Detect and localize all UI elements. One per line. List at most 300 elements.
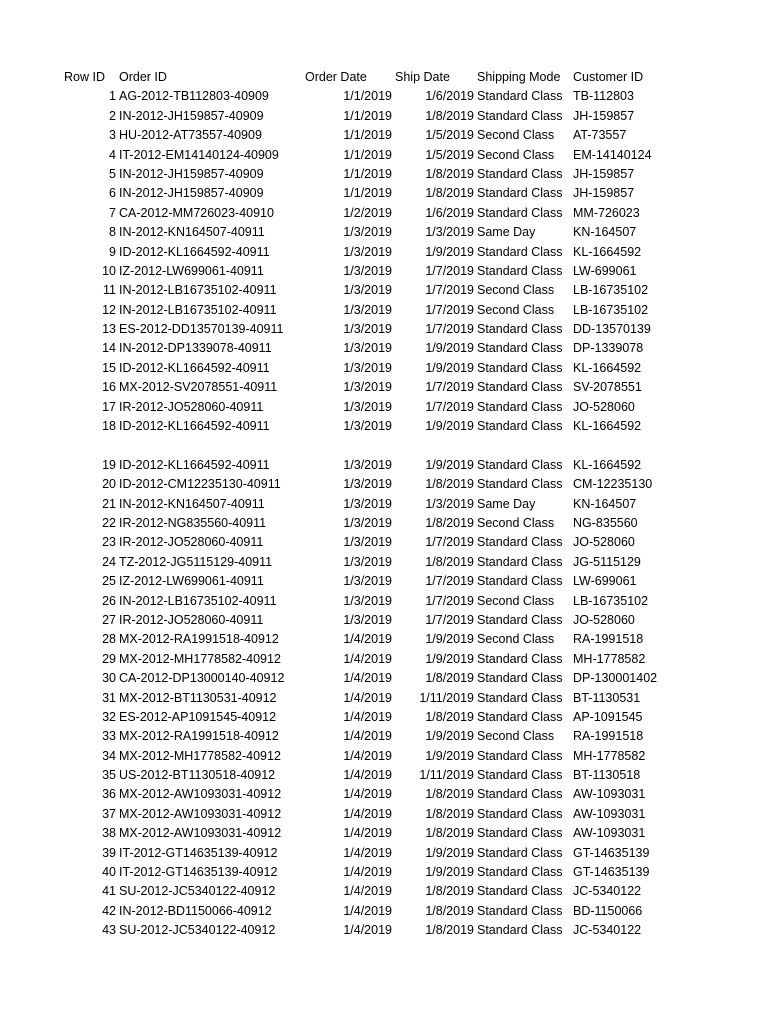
table-row	[0, 87, 768, 106]
cell-ship-date: 1/7/2019	[425, 612, 474, 627]
cell-shipping-mode: Standard Class	[477, 651, 563, 666]
cell-ship-date: 1/8/2019	[425, 806, 474, 821]
cell-row-id: 28	[102, 632, 116, 647]
cell-order-id: IR-2012-JO528060-40911	[119, 399, 264, 414]
table-header-row	[0, 68, 768, 87]
cell-order-id: IZ-2012-LW699061-40911	[119, 574, 264, 589]
table-row	[0, 223, 768, 242]
cell-order-date: 1/3/2019	[343, 554, 392, 569]
table-row	[0, 708, 768, 727]
cell-order-date: 1/3/2019	[343, 419, 392, 434]
cell-customer-id: MM-726023	[573, 205, 640, 220]
cell-row-id: 22	[102, 515, 116, 530]
cell-ship-date: 1/8/2019	[425, 515, 474, 530]
cell-customer-id: AT-73557	[573, 128, 627, 143]
cell-order-id: ID-2012-CM12235130-40911	[119, 477, 281, 492]
table-row	[0, 359, 768, 378]
cell-shipping-mode: Second Class	[477, 632, 555, 647]
cell-shipping-mode: Standard Class	[477, 399, 563, 414]
cell-ship-date: 1/9/2019	[425, 865, 474, 880]
cell-shipping-mode: Standard Class	[477, 108, 563, 123]
cell-order-id: SU-2012-JC5340122-40912	[119, 884, 276, 899]
cell-row-id: 14	[102, 341, 116, 356]
cell-ship-date: 1/5/2019	[425, 147, 474, 162]
cell-order-id: MX-2012-SV2078551-40911	[119, 380, 278, 395]
table-body	[0, 87, 768, 940]
cell-order-id: IN-2012-JH159857-40909	[119, 186, 264, 201]
cell-order-id: IT-2012-GT14635139-40912	[119, 865, 278, 880]
cell-ship-date: 1/7/2019	[425, 263, 474, 278]
cell-row-id: 41	[102, 884, 116, 899]
cell-customer-id: JH-159857	[573, 186, 635, 201]
cell-customer-id: JC-5340122	[573, 923, 642, 938]
cell-row-id: 24	[102, 554, 116, 569]
cell-customer-id: LB-16735102	[573, 593, 649, 608]
cell-customer-id: JH-159857	[573, 108, 635, 123]
cell-order-id: AG-2012-TB112803-40909	[119, 89, 269, 104]
cell-shipping-mode: Standard Class	[477, 457, 563, 472]
cell-shipping-mode: Second Class	[477, 593, 555, 608]
cell-shipping-mode: Standard Class	[477, 671, 563, 686]
cell-row-id: 35	[102, 768, 116, 783]
cell-ship-date: 1/8/2019	[425, 709, 474, 724]
cell-order-date: 1/1/2019	[343, 147, 392, 162]
table-row	[0, 378, 768, 397]
cell-order-id: MX-2012-MH1778582-40912	[119, 651, 281, 666]
cell-order-id: IN-2012-JH159857-40909	[119, 108, 264, 123]
table-row	[0, 689, 768, 708]
cell-customer-id: SV-2078551	[573, 380, 642, 395]
cell-order-id: CA-2012-DP13000140-40912	[119, 671, 285, 686]
cell-ship-date: 1/9/2019	[425, 729, 474, 744]
table-row	[0, 592, 768, 611]
blank-row	[0, 436, 768, 455]
cell-customer-id: GT-14635139	[573, 865, 650, 880]
cell-order-date: 1/4/2019	[343, 729, 392, 744]
cell-customer-id: KL-1664592	[573, 457, 642, 472]
cell-customer-id: RA-1991518	[573, 729, 644, 744]
cell-order-id: IN-2012-LB16735102-40911	[119, 593, 277, 608]
cell-order-id: HU-2012-AT73557-40909	[119, 128, 262, 143]
table-row	[0, 747, 768, 766]
cell-row-id: 25	[102, 574, 116, 589]
table-row	[0, 824, 768, 843]
cell-order-id: MX-2012-RA1991518-40912	[119, 729, 279, 744]
table-row	[0, 281, 768, 300]
cell-row-id: 12	[102, 302, 116, 317]
cell-row-id: 38	[102, 826, 116, 841]
cell-ship-date: 1/7/2019	[425, 283, 474, 298]
cell-order-date: 1/4/2019	[343, 865, 392, 880]
cell-row-id: 10	[102, 263, 116, 278]
cell-order-date: 1/3/2019	[343, 457, 392, 472]
cell-order-id: IT-2012-GT14635139-40912	[119, 845, 278, 860]
cell-ship-date: 1/5/2019	[425, 128, 474, 143]
cell-ship-date: 1/7/2019	[425, 574, 474, 589]
cell-ship-date: 1/3/2019	[425, 225, 474, 240]
cell-customer-id: EM-14140124	[573, 147, 652, 162]
cell-order-date: 1/3/2019	[343, 283, 392, 298]
cell-order-date: 1/3/2019	[343, 360, 392, 375]
cell-customer-id: LB-16735102	[573, 302, 649, 317]
table-row	[0, 204, 768, 223]
cell-customer-id: JO-528060	[573, 535, 635, 550]
cell-ship-date: 1/8/2019	[425, 923, 474, 938]
cell-row-id: 43	[102, 923, 116, 938]
cell-shipping-mode: Second Class	[477, 283, 555, 298]
cell-order-date: 1/4/2019	[343, 787, 392, 802]
cell-order-date: 1/3/2019	[343, 593, 392, 608]
cell-order-date: 1/1/2019	[343, 186, 392, 201]
table-row	[0, 882, 768, 901]
cell-ship-date: 1/11/2019	[419, 690, 474, 705]
cell-order-id: IN-2012-KN164507-40911	[119, 496, 265, 511]
cell-row-id: 42	[102, 903, 116, 918]
table-row	[0, 863, 768, 882]
cell-row-id: 1	[109, 89, 116, 104]
cell-row-id: 29	[102, 651, 116, 666]
cell-shipping-mode: Standard Class	[477, 89, 563, 104]
cell-ship-date: 1/7/2019	[425, 535, 474, 550]
cell-ship-date: 1/9/2019	[425, 360, 474, 375]
table-row	[0, 301, 768, 320]
cell-order-id: SU-2012-JC5340122-40912	[119, 923, 276, 938]
cell-shipping-mode: Standard Class	[477, 865, 563, 880]
cell-order-date: 1/4/2019	[343, 690, 392, 705]
cell-ship-date: 1/9/2019	[425, 419, 474, 434]
cell-row-id: 6	[109, 186, 116, 201]
cell-row-id: 17	[102, 399, 116, 414]
cell-ship-date: 1/8/2019	[425, 671, 474, 686]
cell-customer-id: JH-159857	[573, 166, 635, 181]
cell-shipping-mode: Standard Class	[477, 845, 563, 860]
cell-order-date: 1/3/2019	[343, 225, 392, 240]
cell-shipping-mode: Standard Class	[477, 923, 563, 938]
cell-row-id: 19	[102, 457, 116, 472]
cell-row-id: 16	[102, 380, 116, 395]
cell-row-id: 13	[102, 322, 116, 337]
cell-row-id: 39	[102, 845, 116, 860]
cell-order-id: MX-2012-BT1130531-40912	[119, 690, 277, 705]
table-row	[0, 727, 768, 746]
cell-ship-date: 1/7/2019	[425, 399, 474, 414]
cell-shipping-mode: Standard Class	[477, 903, 563, 918]
cell-shipping-mode: Standard Class	[477, 263, 563, 278]
table-row	[0, 107, 768, 126]
cell-shipping-mode: Standard Class	[477, 341, 563, 356]
table-row	[0, 126, 768, 145]
cell-row-id: 23	[102, 535, 116, 550]
cell-shipping-mode: Second Class	[477, 302, 555, 317]
cell-row-id: 40	[102, 865, 116, 880]
table-row	[0, 456, 768, 475]
cell-order-date: 1/1/2019	[343, 89, 392, 104]
cell-shipping-mode: Standard Class	[477, 205, 563, 220]
cell-row-id: 34	[102, 748, 116, 763]
cell-order-id: IN-2012-LB16735102-40911	[119, 302, 277, 317]
cell-customer-id: RA-1991518	[573, 632, 644, 647]
cell-shipping-mode: Standard Class	[477, 360, 563, 375]
cell-order-date: 1/3/2019	[343, 574, 392, 589]
cell-order-date: 1/4/2019	[343, 632, 392, 647]
table-row	[0, 514, 768, 533]
cell-order-date: 1/3/2019	[343, 535, 392, 550]
cell-row-id: 26	[102, 593, 116, 608]
header-row-id: Row ID	[64, 70, 105, 84]
cell-order-date: 1/4/2019	[343, 923, 392, 938]
cell-order-date: 1/4/2019	[343, 903, 392, 918]
cell-order-id: IN-2012-JH159857-40909	[119, 166, 264, 181]
cell-customer-id: JC-5340122	[573, 884, 642, 899]
cell-order-id: ID-2012-KL1664592-40911	[119, 457, 270, 472]
cell-customer-id: MH-1778582	[573, 748, 646, 763]
cell-ship-date: 1/3/2019	[425, 496, 474, 511]
cell-customer-id: NG-835560	[573, 515, 638, 530]
cell-order-id: MX-2012-AW1093031-40912	[119, 787, 282, 802]
cell-order-date: 1/4/2019	[343, 826, 392, 841]
cell-customer-id: KN-164507	[573, 225, 637, 240]
cell-order-date: 1/3/2019	[343, 380, 392, 395]
cell-order-date: 1/3/2019	[343, 515, 392, 530]
cell-shipping-mode: Standard Class	[477, 806, 563, 821]
table-row	[0, 243, 768, 262]
cell-shipping-mode: Second Class	[477, 729, 555, 744]
cell-order-id: IT-2012-EM14140124-40909	[119, 147, 279, 162]
cell-row-id: 18	[102, 419, 116, 434]
cell-order-id: TZ-2012-JG5115129-40911	[119, 554, 273, 569]
cell-order-date: 1/1/2019	[343, 108, 392, 123]
cell-order-date: 1/3/2019	[343, 612, 392, 627]
cell-row-id: 3	[109, 128, 116, 143]
table-row	[0, 902, 768, 921]
cell-customer-id: BT-1130518	[573, 768, 641, 783]
cell-order-date: 1/4/2019	[343, 845, 392, 860]
cell-order-date: 1/3/2019	[343, 399, 392, 414]
table-row	[0, 398, 768, 417]
cell-row-id: 30	[102, 671, 116, 686]
cell-shipping-mode: Second Class	[477, 515, 555, 530]
cell-order-date: 1/3/2019	[343, 302, 392, 317]
cell-order-id: MX-2012-AW1093031-40912	[119, 826, 282, 841]
cell-customer-id: DP-130001402	[573, 671, 658, 686]
cell-shipping-mode: Same Day	[477, 496, 536, 511]
cell-row-id: 8	[109, 225, 116, 240]
cell-ship-date: 1/11/2019	[419, 768, 474, 783]
cell-row-id: 20	[102, 477, 116, 492]
cell-customer-id: AW-1093031	[573, 787, 646, 802]
cell-row-id: 33	[102, 729, 116, 744]
cell-shipping-mode: Standard Class	[477, 166, 563, 181]
cell-order-date: 1/1/2019	[343, 166, 392, 181]
table-row	[0, 165, 768, 184]
cell-ship-date: 1/9/2019	[425, 457, 474, 472]
table-row	[0, 766, 768, 785]
cell-ship-date: 1/9/2019	[425, 845, 474, 860]
cell-shipping-mode: Standard Class	[477, 690, 563, 705]
cell-ship-date: 1/9/2019	[425, 341, 474, 356]
cell-customer-id: KL-1664592	[573, 419, 642, 434]
cell-order-id: IR-2012-JO528060-40911	[119, 535, 264, 550]
cell-ship-date: 1/9/2019	[425, 748, 474, 763]
cell-ship-date: 1/6/2019	[425, 205, 474, 220]
table-row	[0, 611, 768, 630]
table-row	[0, 320, 768, 339]
cell-ship-date: 1/8/2019	[425, 826, 474, 841]
cell-customer-id: BT-1130531	[573, 690, 641, 705]
cell-row-id: 32	[102, 709, 116, 724]
cell-shipping-mode: Second Class	[477, 147, 555, 162]
cell-customer-id: DP-1339078	[573, 341, 644, 356]
cell-row-id: 2	[109, 108, 116, 123]
cell-customer-id: JO-528060	[573, 612, 635, 627]
cell-order-date: 1/3/2019	[343, 496, 392, 511]
cell-row-id: 27	[102, 612, 116, 627]
cell-shipping-mode: Standard Class	[477, 535, 563, 550]
cell-order-date: 1/3/2019	[343, 477, 392, 492]
cell-order-id: IN-2012-KN164507-40911	[119, 225, 265, 240]
header-ship-date: Ship Date	[395, 70, 450, 84]
cell-ship-date: 1/8/2019	[425, 477, 474, 492]
table-row	[0, 630, 768, 649]
cell-ship-date: 1/8/2019	[425, 787, 474, 802]
table-row	[0, 533, 768, 552]
cell-shipping-mode: Standard Class	[477, 186, 563, 201]
cell-order-id: ID-2012-KL1664592-40911	[119, 244, 270, 259]
cell-order-date: 1/4/2019	[343, 651, 392, 666]
table-row	[0, 553, 768, 572]
cell-row-id: 7	[109, 205, 116, 220]
cell-row-id: 5	[109, 166, 116, 181]
header-order-date: Order Date	[305, 70, 367, 84]
cell-order-id: IR-2012-NG835560-40911	[119, 515, 267, 530]
table-row	[0, 495, 768, 514]
table-row	[0, 805, 768, 824]
cell-customer-id: JO-528060	[573, 399, 635, 414]
cell-order-date: 1/4/2019	[343, 768, 392, 783]
table-row	[0, 417, 768, 436]
cell-ship-date: 1/8/2019	[425, 186, 474, 201]
cell-order-date: 1/4/2019	[343, 709, 392, 724]
cell-shipping-mode: Standard Class	[477, 884, 563, 899]
cell-shipping-mode: Standard Class	[477, 477, 563, 492]
cell-order-id: ID-2012-KL1664592-40911	[119, 360, 270, 375]
cell-row-id: 4	[109, 147, 116, 162]
cell-order-date: 1/2/2019	[343, 205, 392, 220]
cell-customer-id: AP-1091545	[573, 709, 643, 724]
cell-shipping-mode: Standard Class	[477, 748, 563, 763]
cell-order-id: IZ-2012-LW699061-40911	[119, 263, 264, 278]
table-row	[0, 844, 768, 863]
cell-order-id: IR-2012-JO528060-40911	[119, 612, 264, 627]
cell-ship-date: 1/7/2019	[425, 380, 474, 395]
cell-shipping-mode: Standard Class	[477, 787, 563, 802]
cell-shipping-mode: Standard Class	[477, 554, 563, 569]
cell-ship-date: 1/8/2019	[425, 166, 474, 181]
cell-shipping-mode: Standard Class	[477, 574, 563, 589]
cell-ship-date: 1/8/2019	[425, 554, 474, 569]
cell-ship-date: 1/7/2019	[425, 322, 474, 337]
cell-order-date: 1/4/2019	[343, 806, 392, 821]
cell-order-id: IN-2012-DP1339078-40911	[119, 341, 272, 356]
cell-shipping-mode: Second Class	[477, 128, 555, 143]
cell-order-date: 1/3/2019	[343, 263, 392, 278]
cell-shipping-mode: Standard Class	[477, 768, 563, 783]
header-shipping-mode: Shipping Mode	[477, 70, 561, 84]
table-row	[0, 669, 768, 688]
table-row	[0, 339, 768, 358]
cell-ship-date: 1/9/2019	[425, 651, 474, 666]
cell-order-date: 1/4/2019	[343, 748, 392, 763]
cell-row-id: 31	[102, 690, 116, 705]
cell-customer-id: DD-13570139	[573, 322, 651, 337]
table-row	[0, 650, 768, 669]
cell-customer-id: GT-14635139	[573, 845, 650, 860]
cell-customer-id: JG-5115129	[573, 554, 641, 569]
cell-order-id: US-2012-BT1130518-40912	[119, 768, 276, 783]
cell-order-date: 1/3/2019	[343, 341, 392, 356]
table-row	[0, 475, 768, 494]
cell-customer-id: MH-1778582	[573, 651, 646, 666]
orders-table	[0, 68, 768, 941]
cell-customer-id: BD-1150066	[573, 903, 643, 918]
cell-row-id: 15	[102, 360, 116, 375]
cell-order-id: ES-2012-AP1091545-40912	[119, 709, 277, 724]
cell-order-id: IN-2012-BD1150066-40912	[119, 903, 272, 918]
cell-shipping-mode: Standard Class	[477, 612, 563, 627]
cell-order-date: 1/4/2019	[343, 884, 392, 899]
cell-ship-date: 1/8/2019	[425, 884, 474, 899]
cell-order-date: 1/3/2019	[343, 322, 392, 337]
cell-order-id: ID-2012-KL1664592-40911	[119, 419, 270, 434]
cell-customer-id: AW-1093031	[573, 826, 646, 841]
cell-ship-date: 1/7/2019	[425, 593, 474, 608]
table-row	[0, 921, 768, 940]
cell-order-date: 1/4/2019	[343, 671, 392, 686]
cell-order-id: CA-2012-MM726023-40910	[119, 205, 274, 220]
header-customer-id: Customer ID	[573, 70, 644, 84]
cell-row-id: 9	[109, 244, 116, 259]
header-order-id: Order ID	[119, 70, 167, 84]
cell-row-id: 11	[103, 283, 116, 298]
cell-row-id: 37	[102, 806, 116, 821]
cell-customer-id: KN-164507	[573, 496, 637, 511]
cell-order-date: 1/3/2019	[343, 244, 392, 259]
cell-ship-date: 1/6/2019	[425, 89, 474, 104]
table-row	[0, 785, 768, 804]
cell-ship-date: 1/7/2019	[425, 302, 474, 317]
table-row	[0, 572, 768, 591]
table-row	[0, 146, 768, 165]
cell-row-id: 21	[102, 496, 116, 511]
cell-customer-id: LW-699061	[573, 574, 637, 589]
cell-shipping-mode: Standard Class	[477, 419, 563, 434]
cell-customer-id: AW-1093031	[573, 806, 646, 821]
cell-order-id: ES-2012-DD13570139-40911	[119, 322, 284, 337]
cell-shipping-mode: Standard Class	[477, 380, 563, 395]
cell-row-id: 36	[102, 787, 116, 802]
cell-shipping-mode: Same Day	[477, 225, 536, 240]
cell-customer-id: CM-12235130	[573, 477, 653, 492]
cell-shipping-mode: Standard Class	[477, 244, 563, 259]
table-row	[0, 262, 768, 281]
cell-customer-id: KL-1664592	[573, 244, 642, 259]
cell-order-id: MX-2012-AW1093031-40912	[119, 806, 282, 821]
cell-customer-id: KL-1664592	[573, 360, 642, 375]
cell-shipping-mode: Standard Class	[477, 826, 563, 841]
cell-customer-id: TB-112803	[573, 89, 634, 104]
cell-order-id: IN-2012-LB16735102-40911	[119, 283, 277, 298]
cell-shipping-mode: Standard Class	[477, 322, 563, 337]
